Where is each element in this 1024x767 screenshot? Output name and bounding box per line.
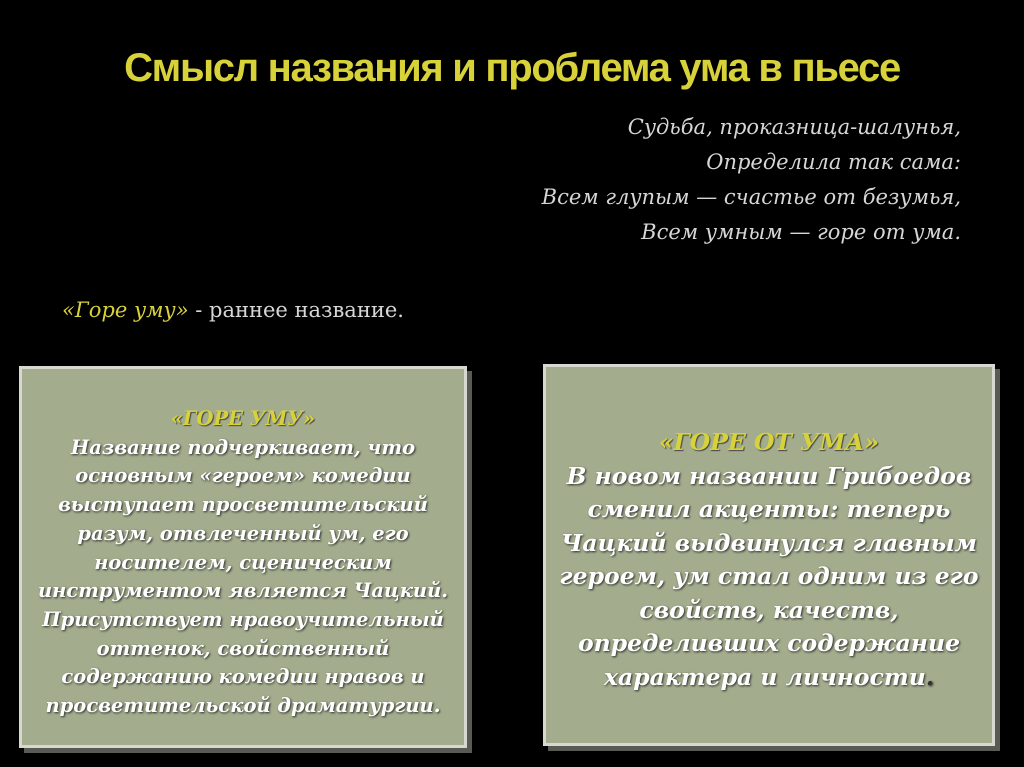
end-mark: . [925, 662, 935, 691]
gore-umu-heading: «ГОРЕ УМУ» [170, 407, 316, 430]
slide-title: Смысл названия и проблема ума в пьесе [124, 46, 900, 90]
epigraph-line: Судьба, проказница-шалунья, [627, 115, 961, 139]
text-line: разум, отвлеченный ум, его [77, 521, 409, 545]
text-line: Название подчеркивает, что [70, 435, 416, 459]
text-line: сменил акценты: теперь [587, 495, 951, 523]
early-name-caption [62, 298, 404, 322]
text-line: просветительской драматургии. [45, 694, 441, 718]
text-line: носителем, сценическим [94, 550, 392, 574]
text-line: Чацкий выдвинулся главным [560, 528, 978, 557]
early-name-text: - раннее название. [188, 298, 404, 322]
text-line: выступает просветительский [58, 493, 428, 517]
gore-umu-text [22, 434, 464, 721]
epigraph-line: Определила так сама: [706, 150, 961, 174]
gore-ot-uma-heading: «ГОРЕ ОТ УМА» [658, 428, 880, 456]
text-line-content: характера и личности [603, 662, 926, 691]
text-line: В новом названии Грибоедов [566, 461, 972, 490]
text-line: инструментом является Чацкий. [37, 579, 449, 603]
gore-ot-uma-box [543, 364, 995, 746]
text-line: свойств, качеств, [639, 595, 899, 624]
text-line [546, 661, 992, 695]
gore-ot-uma-text [546, 460, 992, 695]
text-line: основным «героем» комедии [75, 464, 411, 488]
text-line: героем, ум стал одним из его [559, 562, 979, 590]
epigraph-line: Всем умным — горе от ума. [641, 220, 961, 244]
text-line: определивших содержание [577, 629, 961, 657]
epigraph-line: Всем глупым — счастье от безумья, [541, 185, 961, 209]
text-line: Присутствует нравоучительный [42, 607, 444, 631]
early-name-quote: «Горе уму» [62, 298, 189, 322]
text-line: содержанию комедии нравов и [61, 665, 425, 689]
text-line: оттенок, свойственный [96, 636, 390, 660]
gore-umu-box [19, 366, 467, 748]
epigraph [542, 110, 961, 250]
